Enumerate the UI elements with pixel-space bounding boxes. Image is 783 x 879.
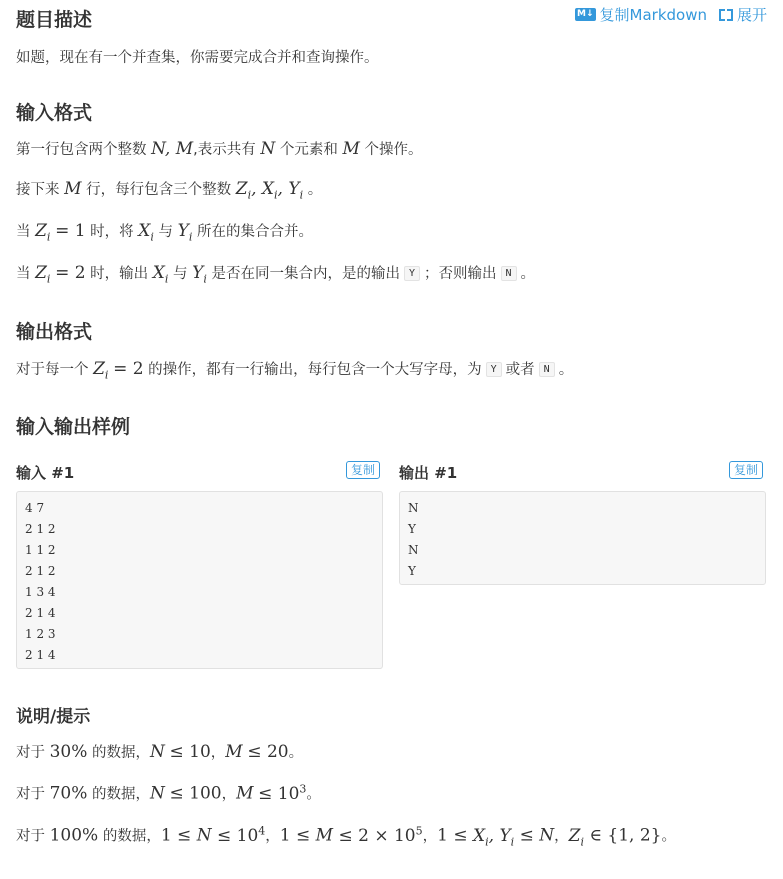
copy-markdown-label: 复制Markdown [599, 6, 707, 24]
code-y: Y [486, 362, 502, 377]
input-format-line-1: 第一行包含两个整数 N, M,表示共有 N 个元素和 M 个操作。 [16, 139, 423, 159]
output-format-text: 对于每一个 $Z_i = 2$ 的操作，都有一行输出，每行包含一个大写字母，为 Y 或者 N 。 [16, 359, 574, 382]
sample-input-box [16, 491, 383, 669]
sample-input-label: 输入 #1 [16, 464, 75, 482]
sample-input-line: 1 2 3 [25, 627, 56, 641]
sample-output-line: Y [408, 522, 416, 536]
sample-input-line: 4 7 [25, 501, 45, 515]
sample-output-box [399, 491, 766, 585]
sample-output-line: Y [408, 564, 416, 578]
expand-label: 展开 [736, 6, 767, 24]
markdown-icon: M↓ [577, 9, 594, 19]
samples-title: 输入输出样例 [16, 416, 131, 438]
hint-line-3: 对于 100% 的数据，$1 \le N \le 10^4$，$1 \le M \le 2 \times 10^5$，$1 \le X_i$, $Y_i \le N$，$Z_i$ ∈ {1, 2}。 [16, 824, 676, 849]
copy-output-button[interactable]: 复制 [729, 461, 763, 479]
input-format-line-3: 当 $Z_i = 1$ 时，将 $X_i$ 与 $Y_i$ 所在的集合合并。 [16, 221, 313, 244]
expand-button[interactable] [719, 4, 767, 25]
sample-output-line: N [408, 543, 419, 557]
problem-toolbar [575, 4, 767, 25]
input-format-line-2: 接下来 M 行，每行包含三个整数 $Z_i$, $X_i$, $Y_i$ 。 [16, 179, 323, 202]
expand-icon [719, 9, 733, 21]
sample-input-line: 2 1 4 [25, 606, 56, 620]
copy-input-button[interactable]: 复制 [346, 461, 380, 479]
math-zi-xi-yi: $Z_i$, $X_i$, $Y_i$ [235, 179, 304, 202]
sample-input-line: 1 3 4 [25, 585, 56, 599]
hint-title: 说明/提示 [16, 707, 91, 727]
input-format-title: 输入格式 [16, 102, 93, 124]
sample-input-line: 2 1 4 [25, 648, 56, 662]
sample-input-line: 1 1 2 [25, 543, 56, 557]
code-y: Y [404, 266, 420, 281]
code-n: N [539, 362, 555, 377]
sample-output-line: N [408, 501, 419, 515]
input-format-line-4: 当 $Z_i = 2$ 时，输出 $X_i$ 与 $Y_i$ 是否在同一集合内，是的输出 Y ；否则输出 N 。 [16, 263, 536, 286]
math-n-m: N, M [151, 139, 194, 159]
sample-input-line: 2 1 2 [25, 522, 56, 536]
hint-line-1: 对于 30% 的数据，N ≤ 10，M ≤ 20。 [16, 742, 304, 762]
code-n: N [501, 266, 517, 281]
description-text: 如题，现在有一个并查集，你需要完成合并和查询操作。 [16, 50, 379, 66]
sample-output-label: 输出 #1 [399, 464, 458, 482]
hint-line-2: 对于 70% 的数据，N ≤ 100，$M \le 10^3$。 [16, 782, 321, 804]
sample-input-line: 2 1 2 [25, 564, 56, 578]
output-format-title: 输出格式 [16, 321, 93, 343]
copy-markdown-button[interactable] [575, 4, 707, 25]
problem-description-title: 题目描述 [16, 9, 93, 31]
